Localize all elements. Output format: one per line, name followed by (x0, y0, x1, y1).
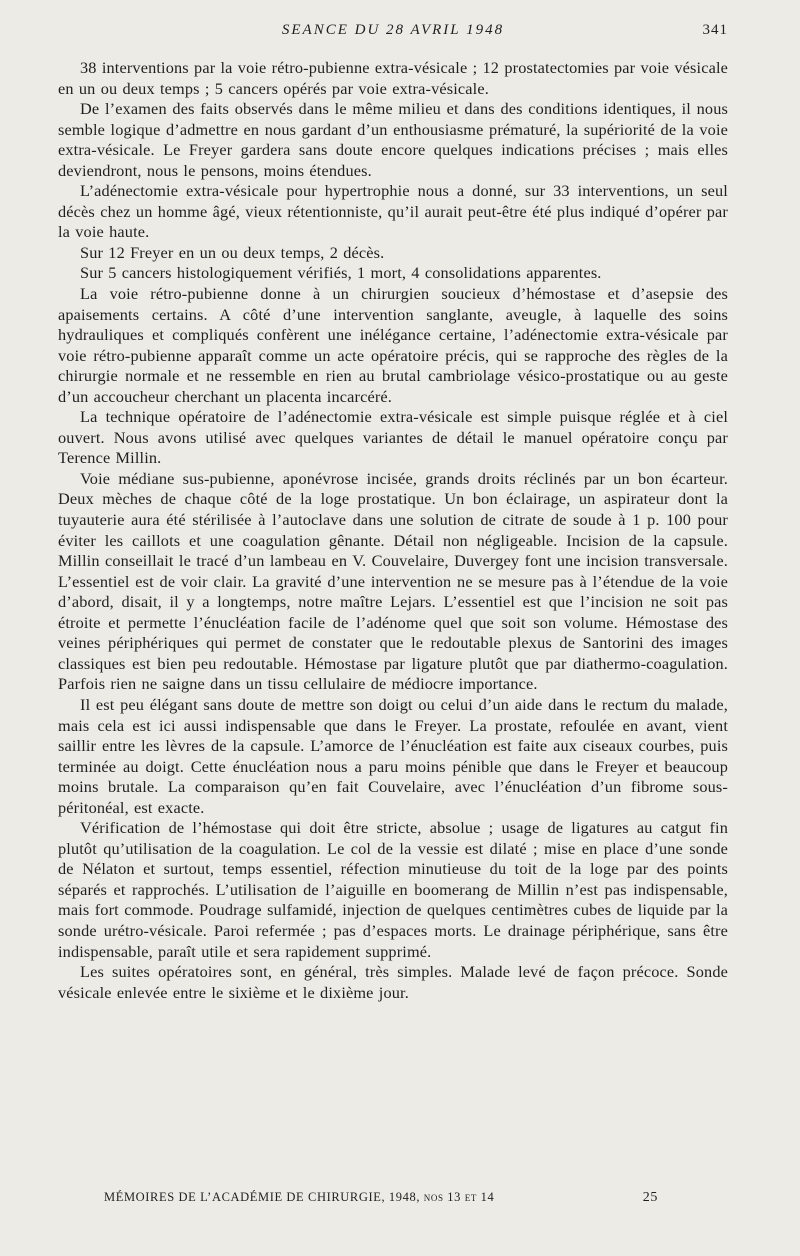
paragraph: 38 interventions par la voie rétro-pubienne extra-vésicale ; 12 prostatectomies par voie vésicale en un ou deux temps ; 5 cancers opérés par voie extra-vésicale. (58, 58, 728, 98)
paragraph: Il est peu élégant sans doute de mettre son doigt ou celui d’un aide dans le rectum du malade, mais cela est ici aussi indispensable que dans le Freyer. La prostate, refoulée en avant, vient saillir entre les lèvres de la capsule. L’amorce de l’énucléation est faite aux ciseaux courbes, puis terminée au doigt. Cette énucléation nous a paru moins pénible que dans le Freyer et beaucoup moins brutale. La comparaison qu’en fait Couvelaire, avec l’énucléation d’un fibrome sous-péritonéal, est exacte. (58, 694, 728, 817)
paragraph: Sur 12 Freyer en un ou deux temps, 2 décès. (80, 242, 385, 262)
running-title: SEANCE DU 28 AVRIL 1948 (281, 22, 505, 38)
paragraph: Vérification de l’hémostase qui doit être stricte, absolue ; usage de ligatures au catgut fin plutôt qu’utilisation de la coagulation. Le col de la vessie est dilaté ; mise en place d’une sonde de Nélaton et surtout, temps essentiel, réfection minutieuse du toit de la loge par des points séparés et rapprochés. L’utilisation de l’aiguille en boomerang de Millin n’est pas indispensable, mais fort commode. Poudrage sulfamidé, injection de quelques centimètres cubes de liquide par la sonde urétro-vésicale. Paroi refermée ; pas d’espaces morts. Le drainage périphérique, sans être indispensable, paraît utile et sera rapidement supprimé. (58, 818, 728, 961)
paragraph: Voie médiane sus-pubienne, aponévrose incisée, grands droits réclinés par un bon écarteur. Deux mèches de chaque côté de la loge prostatique. Un bon éclairage, un aspirateur dont la tuyauterie aura été stérilisée à l’autoclave dans une solution de citrate de soude à 1 p. 100 pour éviter les caillots et une coagulation gênante. Détail non négligeable. Incision de la capsule. Millin conseillait le tracé d’un lambeau en V. Couvelaire, Duvergey font une incision transversale. L’essentiel est de voir clair. La gravité d’une intervention ne se mesure pas à l’étendue de la voie d’abord, disait, il y a longtemps, notre maître Lejars. L’essentiel est que l’incision ne soit pas étroite et permette l’énucléation facile de l’adénome quel que soit son volume. Hémostase des veines périphériques qui permet de constater que le redoutable plexus de Santorini des images classiques est bien peu redoutable. Hémostase par ligature plutôt que par diathermo-coagulation. Parfois rien ne saigne dans un tissu cellulaire de médiocre importance. (58, 468, 728, 694)
paragraph: La voie rétro-pubienne donne à un chirurgien soucieux d’hémostase et d’asepsie des apaisements certains. A côté d’une intervention sanglante, aveugle, à laquelle des soins hydrauliques et compliqués confèrent une inélégance certaine, l’adénectomie extra-vésicale par voie rétro-pubienne apparaît comme un acte opératoire précis, qui se rapproche des règles de la chirurgie normale et ne ressemble en rien au brutal cambriolage vésico-prostatique ou au geste d’un accoucheur cherchant un placenta incarcéré. (58, 284, 728, 406)
paragraph: Les suites opératoires sont, en général, très simples. Malade levé de façon précoce. Sonde vésicale enlevée entre le sixième et le dixième jour. (58, 962, 728, 1002)
paragraph: De l’examen des faits observés dans le même milieu et dans des conditions identiques, il nous semble logique d’admettre en nous gardant d’un enthousiasme prématuré, la supériorité de la voie extra-vésicale. Le Freyer gardera sans doute encore quelques indications précises ; mais elles deviendront, nous le pensons, moins étendues. (58, 99, 728, 180)
paragraph: L’adénectomie extra-vésicale pour hypertrophie nous a donné, sur 33 interventions, un seul décès chez un homme âgé, vieux rétentionniste, qu’il aurait peut-être été plus indiqué d’opérer par la voie haute. (58, 181, 728, 242)
running-header (58, 18, 728, 42)
paragraph: Sur 5 cancers histologiquement vérifiés, 1 mort, 4 consolidations apparentes. (80, 263, 602, 283)
page-footer (104, 1190, 728, 1212)
signature-mark: 25 (642, 1190, 658, 1205)
journal-citation: MÉMOIRES DE L’ACADÉMIE DE CHIRURGIE, 1948, nos 13 et 14 (104, 1190, 495, 1204)
paragraph: La technique opératoire de l’adénectomie extra-vésicale est simple puisque réglée et à ciel ouvert. Nous avons utilisé avec quelques variantes de détail le manuel opératoire conçu par Terence Millin. (58, 407, 728, 468)
body-text (58, 58, 728, 1003)
page-number: 341 (702, 22, 728, 38)
